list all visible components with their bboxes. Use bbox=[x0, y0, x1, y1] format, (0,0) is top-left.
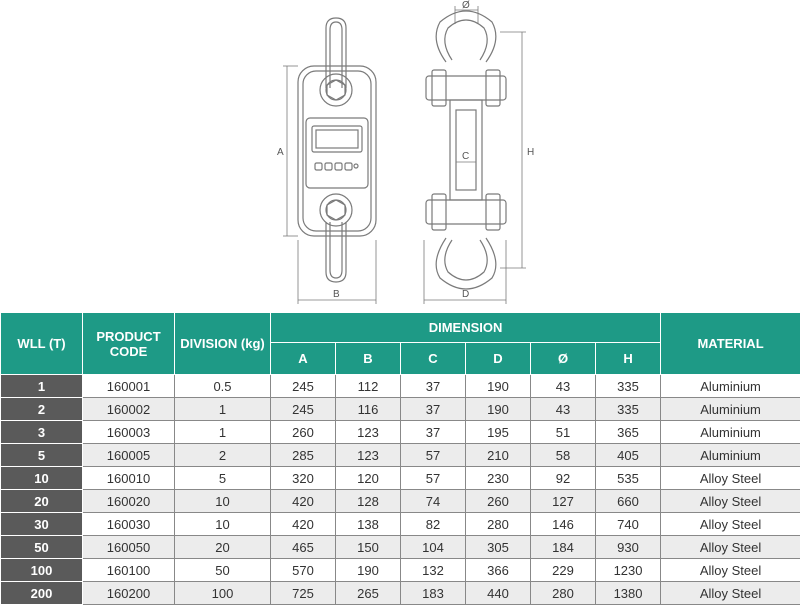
header-dim-c: C bbox=[401, 343, 466, 375]
cell-dim-b: 120 bbox=[336, 467, 401, 490]
cell-product-code: 160200 bbox=[83, 582, 175, 605]
cell-dim-b: 265 bbox=[336, 582, 401, 605]
specification-table bbox=[0, 312, 800, 605]
cell-dim-phi: 146 bbox=[531, 513, 596, 536]
table-row bbox=[1, 398, 800, 421]
cell-dim-a: 420 bbox=[271, 490, 336, 513]
cell-dim-d: 305 bbox=[466, 536, 531, 559]
cell-dim-phi: 58 bbox=[531, 444, 596, 467]
table-row bbox=[1, 536, 800, 559]
cell-wll: 5 bbox=[1, 444, 83, 467]
cell-material: Alloy Steel bbox=[661, 467, 800, 490]
header-dim-a: A bbox=[271, 343, 336, 375]
cell-product-code: 160002 bbox=[83, 398, 175, 421]
table-row bbox=[1, 582, 800, 605]
cell-dim-b: 128 bbox=[336, 490, 401, 513]
cell-dim-c: 37 bbox=[401, 375, 466, 398]
cell-product-code: 160050 bbox=[83, 536, 175, 559]
table-row bbox=[1, 467, 800, 490]
cell-wll: 20 bbox=[1, 490, 83, 513]
header-product-code: PRODUCT CODE bbox=[83, 313, 175, 375]
cell-dim-c: 183 bbox=[401, 582, 466, 605]
cell-material: Aluminium bbox=[661, 398, 800, 421]
cell-dim-h: 1380 bbox=[596, 582, 661, 605]
cell-dim-b: 112 bbox=[336, 375, 401, 398]
header-division: DIVISION (kg) bbox=[175, 313, 271, 375]
cell-product-code: 160010 bbox=[83, 467, 175, 490]
cell-dim-c: 37 bbox=[401, 421, 466, 444]
cell-dim-h: 405 bbox=[596, 444, 661, 467]
header-dim-h: H bbox=[596, 343, 661, 375]
cell-product-code: 160001 bbox=[83, 375, 175, 398]
table-row bbox=[1, 375, 800, 398]
cell-dim-d: 280 bbox=[466, 513, 531, 536]
cell-dim-h: 1230 bbox=[596, 559, 661, 582]
cell-dim-c: 57 bbox=[401, 444, 466, 467]
cell-dim-phi: 127 bbox=[531, 490, 596, 513]
dim-label-a: A bbox=[277, 147, 284, 158]
cell-dim-d: 260 bbox=[466, 490, 531, 513]
cell-dim-phi: 229 bbox=[531, 559, 596, 582]
cell-dim-b: 123 bbox=[336, 421, 401, 444]
cell-dim-d: 440 bbox=[466, 582, 531, 605]
cell-dim-h: 365 bbox=[596, 421, 661, 444]
cell-dim-b: 150 bbox=[336, 536, 401, 559]
cell-wll: 200 bbox=[1, 582, 83, 605]
table-row bbox=[1, 513, 800, 536]
cell-product-code: 160005 bbox=[83, 444, 175, 467]
cell-dim-d: 366 bbox=[466, 559, 531, 582]
cell-wll: 2 bbox=[1, 398, 83, 421]
cell-division: 1 bbox=[175, 398, 271, 421]
cell-material: Alloy Steel bbox=[661, 490, 800, 513]
cell-dim-b: 190 bbox=[336, 559, 401, 582]
header-wll: WLL (T) bbox=[1, 313, 83, 375]
table-row bbox=[1, 559, 800, 582]
cell-wll: 1 bbox=[1, 375, 83, 398]
cell-dim-h: 335 bbox=[596, 398, 661, 421]
cell-dim-phi: 92 bbox=[531, 467, 596, 490]
cell-dim-a: 420 bbox=[271, 513, 336, 536]
cell-dim-h: 740 bbox=[596, 513, 661, 536]
cell-dim-h: 930 bbox=[596, 536, 661, 559]
cell-material: Alloy Steel bbox=[661, 513, 800, 536]
side-view bbox=[424, 6, 526, 304]
front-view bbox=[283, 18, 376, 304]
cell-dim-a: 245 bbox=[271, 398, 336, 421]
cell-division: 20 bbox=[175, 536, 271, 559]
cell-division: 10 bbox=[175, 490, 271, 513]
cell-division: 0.5 bbox=[175, 375, 271, 398]
cell-dim-c: 104 bbox=[401, 536, 466, 559]
cell-division: 2 bbox=[175, 444, 271, 467]
cell-dim-d: 190 bbox=[466, 375, 531, 398]
table-row bbox=[1, 444, 800, 467]
cell-division: 50 bbox=[175, 559, 271, 582]
cell-dim-a: 465 bbox=[271, 536, 336, 559]
cell-dim-h: 535 bbox=[596, 467, 661, 490]
cell-division: 10 bbox=[175, 513, 271, 536]
header-dim-d: D bbox=[466, 343, 531, 375]
header-material: MATERIAL bbox=[661, 313, 800, 375]
cell-dim-phi: 184 bbox=[531, 536, 596, 559]
cell-dim-a: 285 bbox=[271, 444, 336, 467]
cell-dim-h: 660 bbox=[596, 490, 661, 513]
cell-material: Aluminium bbox=[661, 375, 800, 398]
cell-dim-c: 57 bbox=[401, 467, 466, 490]
cell-wll: 10 bbox=[1, 467, 83, 490]
cell-dim-a: 260 bbox=[271, 421, 336, 444]
cell-dim-d: 195 bbox=[466, 421, 531, 444]
cell-division: 5 bbox=[175, 467, 271, 490]
dim-label-phi: Ø bbox=[462, 0, 470, 11]
cell-material: Alloy Steel bbox=[661, 582, 800, 605]
cell-dim-a: 725 bbox=[271, 582, 336, 605]
cell-dim-b: 123 bbox=[336, 444, 401, 467]
cell-wll: 30 bbox=[1, 513, 83, 536]
cell-dim-h: 335 bbox=[596, 375, 661, 398]
cell-dim-a: 245 bbox=[271, 375, 336, 398]
cell-dim-a: 570 bbox=[271, 559, 336, 582]
cell-dim-c: 82 bbox=[401, 513, 466, 536]
cell-dim-b: 138 bbox=[336, 513, 401, 536]
cell-material: Aluminium bbox=[661, 421, 800, 444]
cell-dim-d: 210 bbox=[466, 444, 531, 467]
cell-product-code: 160030 bbox=[83, 513, 175, 536]
cell-material: Alloy Steel bbox=[661, 536, 800, 559]
table-body bbox=[1, 375, 800, 605]
cell-dim-b: 116 bbox=[336, 398, 401, 421]
cell-dim-phi: 43 bbox=[531, 398, 596, 421]
header-dim-b: B bbox=[336, 343, 401, 375]
cell-dim-c: 74 bbox=[401, 490, 466, 513]
cell-wll: 100 bbox=[1, 559, 83, 582]
dim-label-b: B bbox=[333, 289, 340, 300]
cell-dim-c: 37 bbox=[401, 398, 466, 421]
cell-material: Alloy Steel bbox=[661, 559, 800, 582]
cell-dim-c: 132 bbox=[401, 559, 466, 582]
dim-label-c: C bbox=[462, 151, 469, 162]
cell-dim-d: 230 bbox=[466, 467, 531, 490]
table-row bbox=[1, 421, 800, 444]
header-dim-phi: Ø bbox=[531, 343, 596, 375]
cell-material: Aluminium bbox=[661, 444, 800, 467]
cell-wll: 50 bbox=[1, 536, 83, 559]
dim-label-d: D bbox=[462, 289, 469, 300]
header-dimension: DIMENSION bbox=[271, 313, 661, 343]
cell-product-code: 160020 bbox=[83, 490, 175, 513]
table-row bbox=[1, 490, 800, 513]
cell-dim-phi: 51 bbox=[531, 421, 596, 444]
cell-product-code: 160003 bbox=[83, 421, 175, 444]
cell-division: 100 bbox=[175, 582, 271, 605]
cell-product-code: 160100 bbox=[83, 559, 175, 582]
cell-dim-d: 190 bbox=[466, 398, 531, 421]
cell-dim-a: 320 bbox=[271, 467, 336, 490]
cell-wll: 3 bbox=[1, 421, 83, 444]
dim-label-h: H bbox=[527, 147, 534, 158]
cell-division: 1 bbox=[175, 421, 271, 444]
cell-dim-phi: 280 bbox=[531, 582, 596, 605]
cell-dim-phi: 43 bbox=[531, 375, 596, 398]
